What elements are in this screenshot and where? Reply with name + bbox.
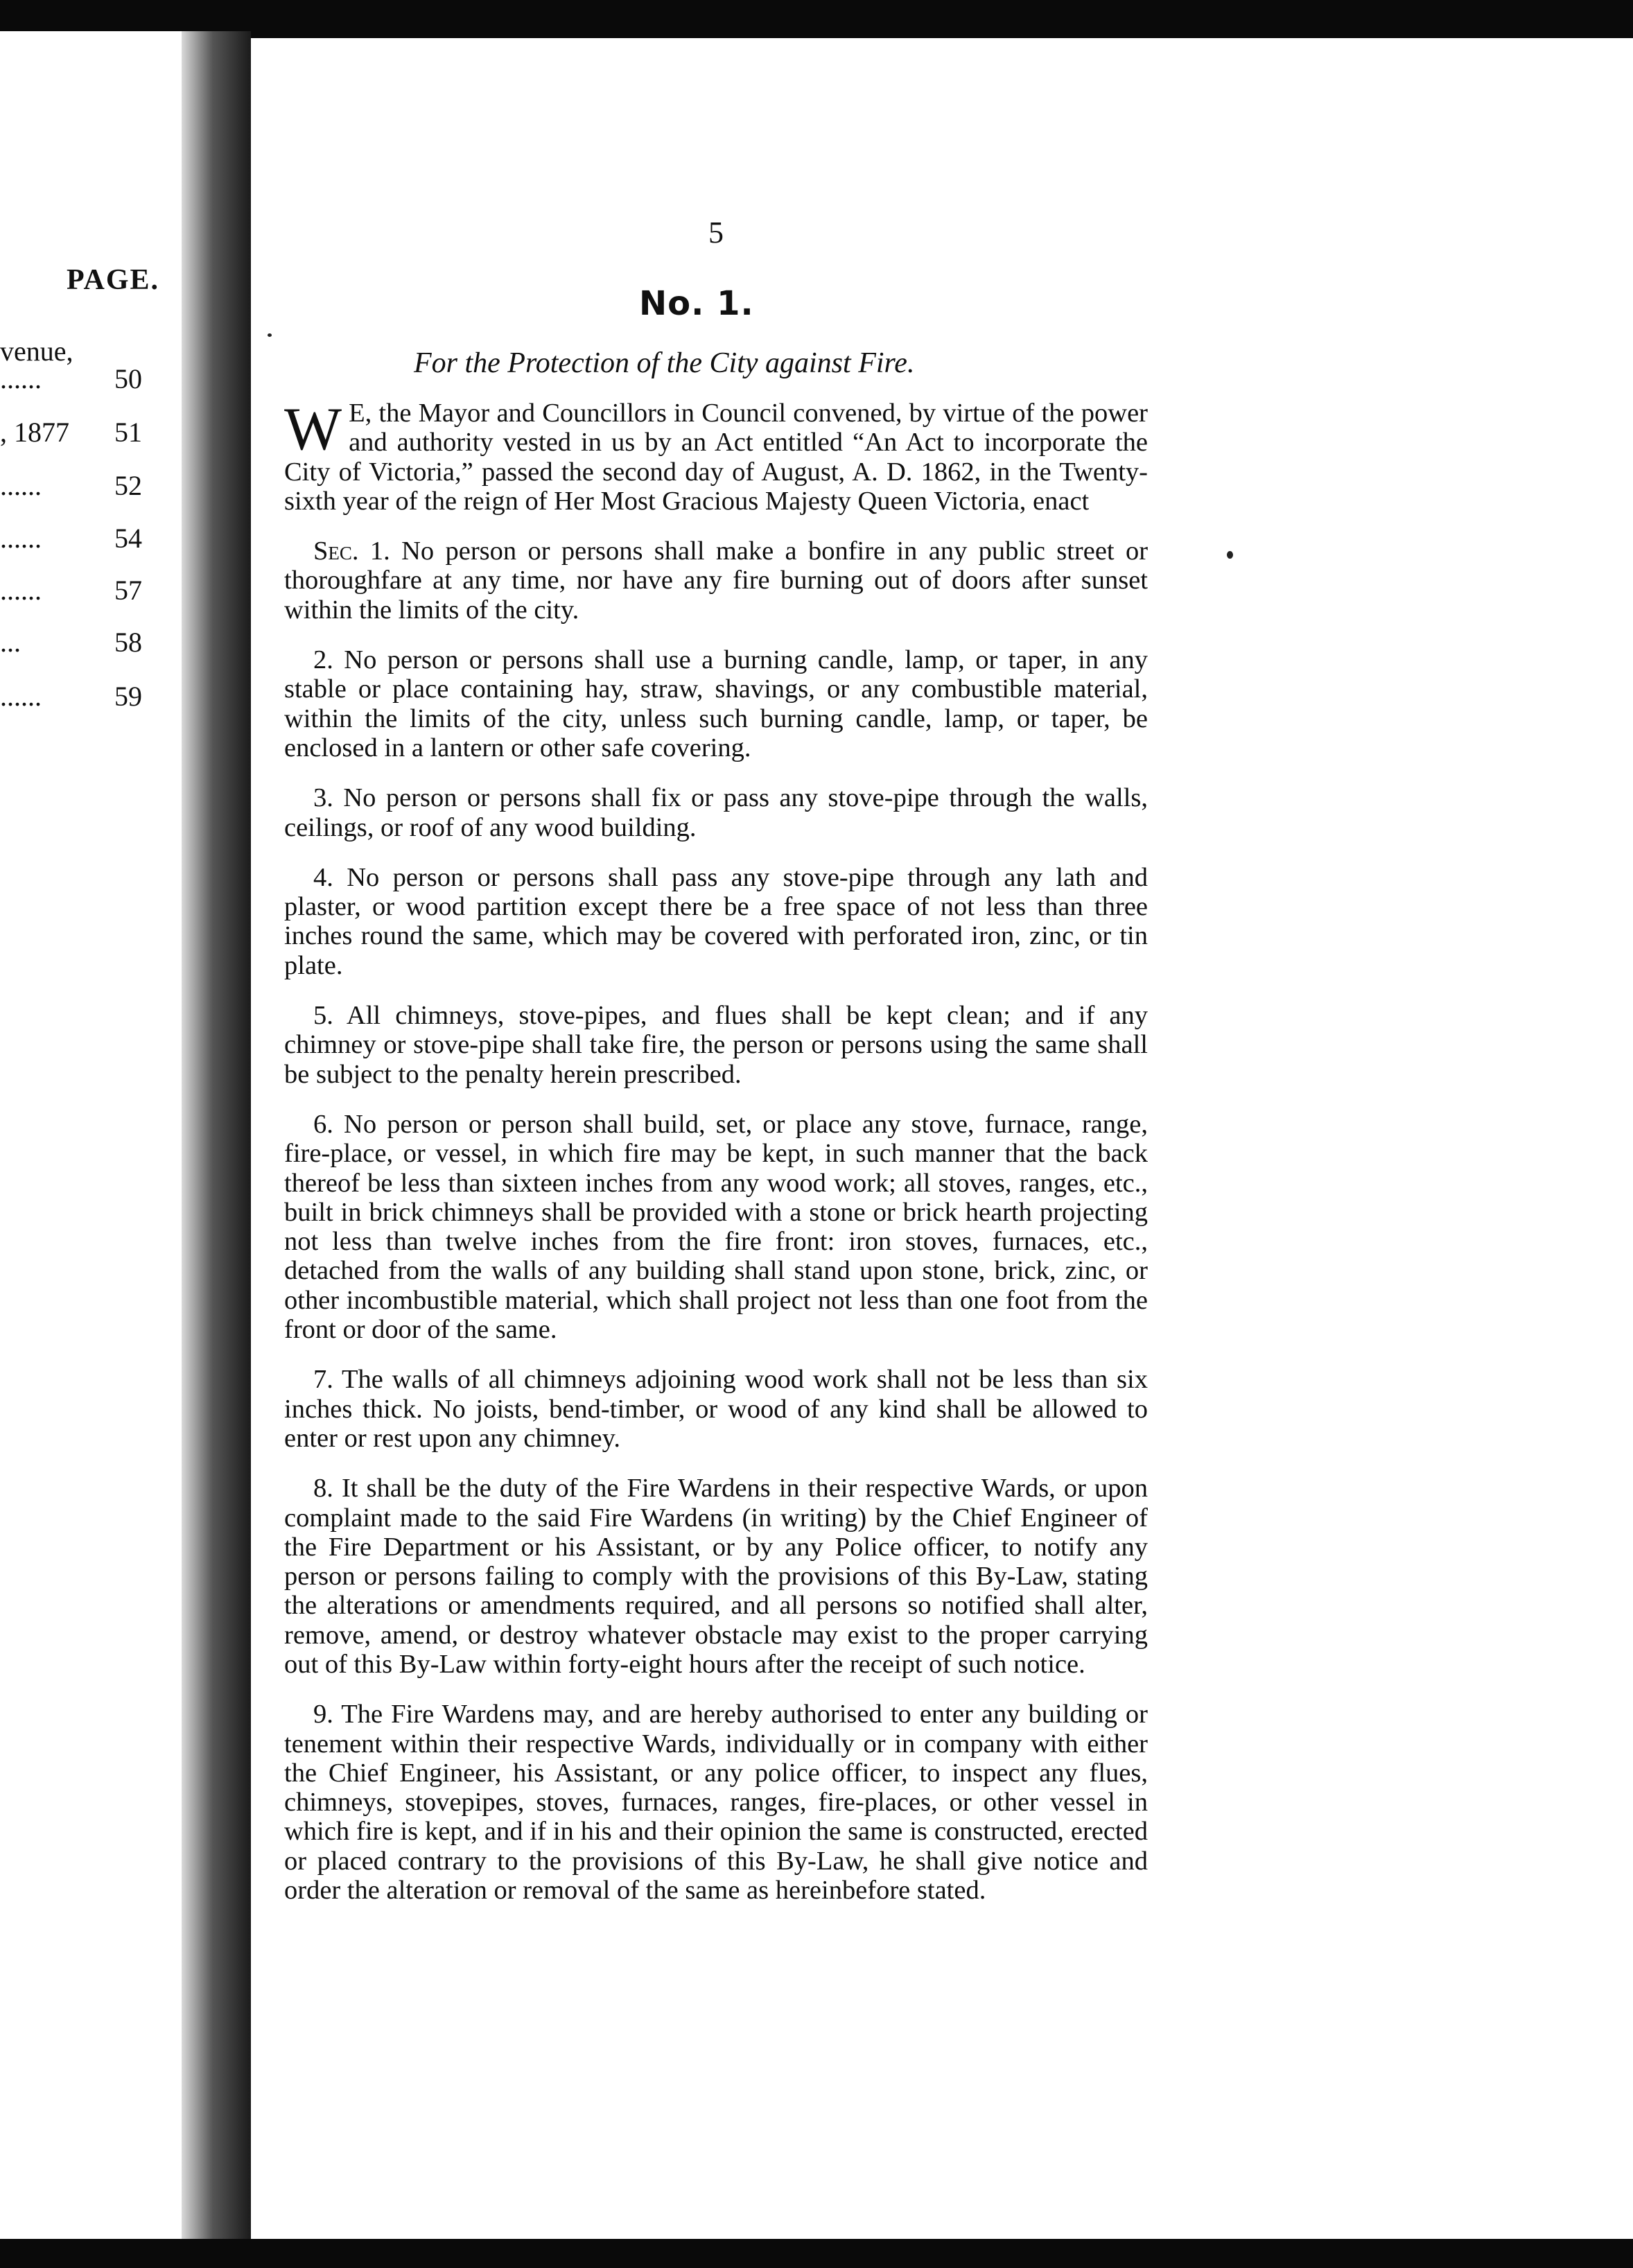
index-row-page: 51 [114, 417, 142, 448]
index-header: PAGE. [67, 264, 160, 296]
section-text: No person or persons shall fix or pass any stove-pipe through the walls, ceilings, or roof of any wood building. [284, 783, 1149, 842]
section-paragraph [284, 1474, 1148, 1679]
drop-cap: W [284, 396, 342, 463]
section-text: No person or persons shall pass any stove-pipe through any lath and plaster, or wood partition except there be a free space of not less than three inches round the same, which may be covered with perforated iron, zinc, or tin plate. [284, 862, 1149, 980]
index-row-page: 52 [114, 470, 142, 501]
section-number: 4. [313, 862, 333, 892]
section-paragraph [284, 645, 1148, 762]
section-text: No person or persons shall make a bonfire in any public street or thoroughfare at any time, nor have any fire burning out of doors after sunset within the limits of the city. [284, 537, 1149, 625]
section-number: 6. [313, 1109, 333, 1139]
section-number: 9. [313, 1700, 333, 1729]
book-gutter [182, 31, 251, 2239]
index-row-page: 57 [114, 575, 142, 606]
index-row [0, 626, 142, 665]
index-row-text: ...... [0, 681, 42, 712]
section-number: 7. [313, 1365, 333, 1395]
section-text: No person or persons shall use a burning candle, lamp, or taper, in any stable or place containing hay, straw, shavings, or any combustible material, within the limits of the city, unless such burning candle, lamp, or taper, be enclosed in a lantern or other safe covering. [284, 645, 1149, 762]
scan-speck [1227, 551, 1233, 559]
section-text: The walls of all chimneys adjoining wood work shall not be less than six inches thick. No joists, bend-timber, or wood of any kind shall be allowed to enter or rest upon any chimney. [284, 1365, 1148, 1453]
bylaw-subtitle: For the Protection of the City against Fire. [414, 347, 915, 379]
sections-list [284, 537, 1148, 1905]
bylaw-body [284, 396, 1149, 1926]
index-row [0, 363, 142, 401]
section-paragraph [284, 1001, 1148, 1089]
section-paragraph [284, 783, 1148, 842]
section-number: 5. [313, 1001, 333, 1031]
index-row-text: ...... [0, 523, 42, 554]
index-row-page: 59 [114, 681, 142, 712]
index-row [0, 680, 142, 719]
section-paragraph [284, 1700, 1148, 1905]
section-number: 2. [313, 645, 333, 675]
index-row [0, 416, 142, 455]
bylaw-heading: No. 1. [639, 284, 754, 323]
preamble-text: E, the Mayor and Councillors in Council convened, by virtue of the power and authority vested in us by an Act entitled “An Act to incorporate the City of Victoria,” passed the second day of August, A. D. 1862, in the Twenty-sixth year of the reign of Her Most Gracious Majesty Queen Victoria, enact [284, 399, 1148, 516]
section-paragraph [284, 537, 1148, 625]
index-row-text: venue, [0, 335, 73, 367]
section-number: 8. [313, 1474, 333, 1503]
index-row-text: ...... [0, 470, 42, 501]
index-row-text: ...... [0, 363, 42, 394]
left-page-fragment [0, 31, 182, 2239]
section-text: The Fire Wardens may, and are hereby authorised to enter any building or tenement within their respective Wards, individually or in company with either the Chief Engineer, his Assistant, or any police officer, to inspect any flues, chimneys, stovepipes, stoves, furnaces, ranges, fire-places, or other vessel in which fire is kept, and if in his and their opinion the same is constructed, erected or placed contrary to the provisions of this By-Law, he shall give notice and order the alteration or removal of the same as hereinbefore stated. [284, 1700, 1148, 1905]
scan-speck [268, 333, 272, 337]
section-number: 3. [313, 783, 333, 813]
index-row-text: ...... [0, 575, 42, 606]
preamble-paragraph [284, 396, 1148, 516]
index-row [0, 574, 142, 613]
section-paragraph [284, 1365, 1148, 1453]
right-page [251, 38, 1633, 2239]
section-paragraph [284, 1110, 1148, 1344]
index-row [0, 469, 142, 508]
index-row-text: , 1877 [0, 417, 69, 448]
index-row-text: ... [0, 627, 21, 658]
index-row-page: 54 [114, 523, 142, 554]
section-text: It shall be the duty of the Fire Wardens in their respective Wards, or upon complaint made to the said Fire Wardens (in writing) by the Chief Engineer of the Fire Department or his Assistant, or by any Police officer, to notify any person or persons failing to comply with the provisions of this By-Law, stating the alterations or amendments required, and all persons so notified shall alter, remove, amend, or destroy whatever obstacle may exist to the proper carrying out of this By-Law within forty-eight hours after the receipt of such notice. [284, 1474, 1148, 1679]
index-row [0, 522, 142, 561]
section-text: No person or person shall build, set, or place any stove, furnace, range, fire-place, or vessel, in which fire may be kept, in such manner that the back thereof be less than sixteen inches from any wood work; all stoves, ranges, etc., built in brick chimneys shall be provided with a stone or brick hearth projecting not less than twelve inches from the fire front: iron stoves, furnaces, etc., detached from the walls of any building shall stand upon stone, brick, zinc, or other incombustible material, which shall project not less than one foot from the front or door of the same. [284, 1109, 1149, 1345]
section-text: All chimneys, stove-pipes, and flues shall be kept clean; and if any chimney or stove-pipe shall take fire, the person or persons using the same shall be subject to the penalty herein prescribed. [284, 1001, 1148, 1089]
index-row-page: 58 [114, 627, 142, 658]
index-row-page: 50 [114, 363, 142, 394]
page-number: 5 [708, 216, 724, 250]
section-paragraph [284, 863, 1148, 980]
section-number: Sec. 1. [313, 537, 390, 566]
